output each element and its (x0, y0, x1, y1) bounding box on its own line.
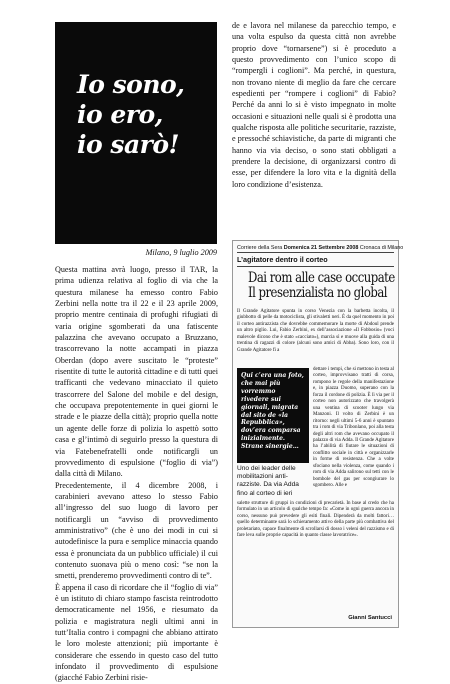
masthead-date: Domenica 21 Settembre 2008 (283, 245, 359, 251)
title-line-3: io sarò! (77, 130, 179, 159)
clipping-author: Gianni Santucci (348, 615, 392, 621)
page-title (77, 70, 184, 160)
headline-line-2: Il presenzialista no global (247, 285, 388, 301)
masthead-section: Cronaca di Milano (359, 245, 404, 251)
headline-line-1: Dai rom alle case occupate (247, 270, 395, 286)
clipping-body-bottom: salette strutture di gruppi in condizioni di precarietà. In base al credo che ha formulato in un articolo di qualche tempo fa: «Come in ogni guerra ancora in corso, nessuno può prevedere gli esiti finali. Dipenderà da molti fattori… quello determinante sarà lo schieramento attivo della parte più combattiva del proletariato, capace finalmente di scrollarsi di dosso i veleni del razzismo e di fare leva sulle proprie capacità in quanto classe lavoratrice». (237, 501, 394, 539)
masthead-paper: Corriere della Sera (237, 245, 283, 251)
newspaper-clipping (232, 240, 404, 628)
left-column-text (55, 264, 218, 684)
clipping-body-top (237, 309, 394, 354)
photo-replacement-note: Qui c’era una foto, che mai più vorremmo rivedere sui giornali, migrata dal sito de «la Repubblica», dov’era comparsa inizialmente. Strane sinergie… (237, 368, 309, 463)
clipping-paragraph-top: Il Grande Agitatore spunta in corso Venezia con la barbetta incolta, il giubbotto di pelle da motociclista, gli stivaletti neri. È da quel momento in poi il corteo antirazzista che dovrebbe commemorare la morte di Abdoul prende un altro piglio. Lui, Fabio Zerbini, ex dell’associazione «Il Fobbosio» (voci malevole dicono che è stato «cacciato»), marcia sì e muove alla guida di una trentina di ragazzi di colore (alcuni sono amici di Abba). Sono loro, con il Grande Agitatore fi a (237, 309, 394, 353)
clipping-section-title: L’agitatore dentro il corteo (237, 255, 394, 267)
right-column-text: de e lavora nel milanese da parecchio tempo, e una volta espulso da questa città non avrebbe proprio dove “tornarsene”) si è proceduto a questo provvedimento con l’unico scopo di “rompergli i coglioni”. Ma perché, in questura, non trovano niente di meglio da fare che cercare espedienti per “rompere i coglioni” di Fabio? Perché da anni lo si è visto impegnato in molte occasioni e situazioni nelle quali si è prodotta una qualche risposta alle politiche securitarie, razziste, e pressoché schiavistiche, da parte di migranti che hanno via via deciso, o sono stati obbligati a prendere la decisione, di organizzarsi contro di esse, per difendere la loro vita e la dignità della loro condizione d’esistenza. (232, 21, 396, 189)
dateline: Milano, 9 luglio 2009 (145, 248, 217, 257)
title-line-1: Io sono, (77, 70, 185, 99)
left-paragraph-3: È appena il caso di ricordare che il “foglio di via” è un istituto di chiaro stampo fascista reintrodotto democraticamente nel 1956, e riesumato da polizia e magistratura negli ultimi anni in tutt’Italia contro i compagni che abbiano attirato le loro moleste attenzioni; più importante è considerare che essendo in questo caso del tutto infondato il provvedimento di espulsione (giacché Fabio Zerbini risie- (55, 582, 218, 683)
title-box (55, 22, 217, 244)
clipping-caption: Uno dei leader delle mobilitazioni anti-razziste. Da via Adda fino al corteo di ieri (237, 465, 299, 497)
clipping-body-right: dettare i tempi, che si mettono in testa al corteo, improvvisano tratti di corsa, rompono le regole della manifestazione e, in piazza Duomo, superano con la forza il cordone di polizia. È lì via per il corteo non autorizzato che travolgerà una ventina di scooter lungo via Manzoni. Il volto di Zerbini è un ritorno: negli ultimi 5-6 anni è spuntato tra i rom di via Tribonlano, poi alla testa degli altri rom che avevano occupato il palazzo di via Adda. Il Grande Agitatore ha l’abilità di fiutare le situazioni di conflitto sociale in città e organizzarle in forme di resistenza. Che a volte sfociano nella violenza, come quando i rom di via Adda salirono sul tetti con le bombole del gas per scongiurare lo sgombero. Alle e (313, 367, 394, 489)
clipping-masthead (237, 245, 404, 253)
left-paragraph-2: Precedentemente, il 4 dicembre 2008, i carabinieri avevano atteso lo stesso Fabio all’ingresso del suo luogo di lavoro per notificargli un “avviso di provvedimento amministrativo” (che è uno dei modi in cui si autodefinisce la pura e semplice minaccia quando essa è pronunciata da un pubblico ufficiale) il cui contenuto suonava più o meno così: “se non la smetti, prenderemo provvedimenti contro di te”. (55, 480, 218, 581)
title-line-2: io ero, (77, 100, 163, 129)
clipping-headline (247, 270, 395, 301)
left-paragraph-1: Questa mattina avrà luogo, presso il TAR, la prima udienza relativa al foglio di via che la questura milanese ha emesso contro Fabio Zerbini nella notte tra il 22 e il 23 aprile 2009, proprio mentre centinaia di profughi rifugiati di varia origine sgomberati da una fatiscente palazzina che avevano occupato a Bruzzano, trascorrevano la notte accampati in piazza Oberdan (dopo avere suscitato le “proteste” risentite di tutte le autorità cittadine e di tutti quei trafficanti che vedevano minacciato il quieto trascorrere del Salone del mobile e del design, che occupava prepotentemente in quei giorni le strade e le piazze della città); proprio quella notte un agente delle forze di polizia lo aspettò sotto casa e gl’intimò di seguirlo presso la questura di via Fatebenefratelli onde notificargli un provvedimento di espulsione (“foglio di via”) dalla città di Milano. (55, 265, 218, 479)
